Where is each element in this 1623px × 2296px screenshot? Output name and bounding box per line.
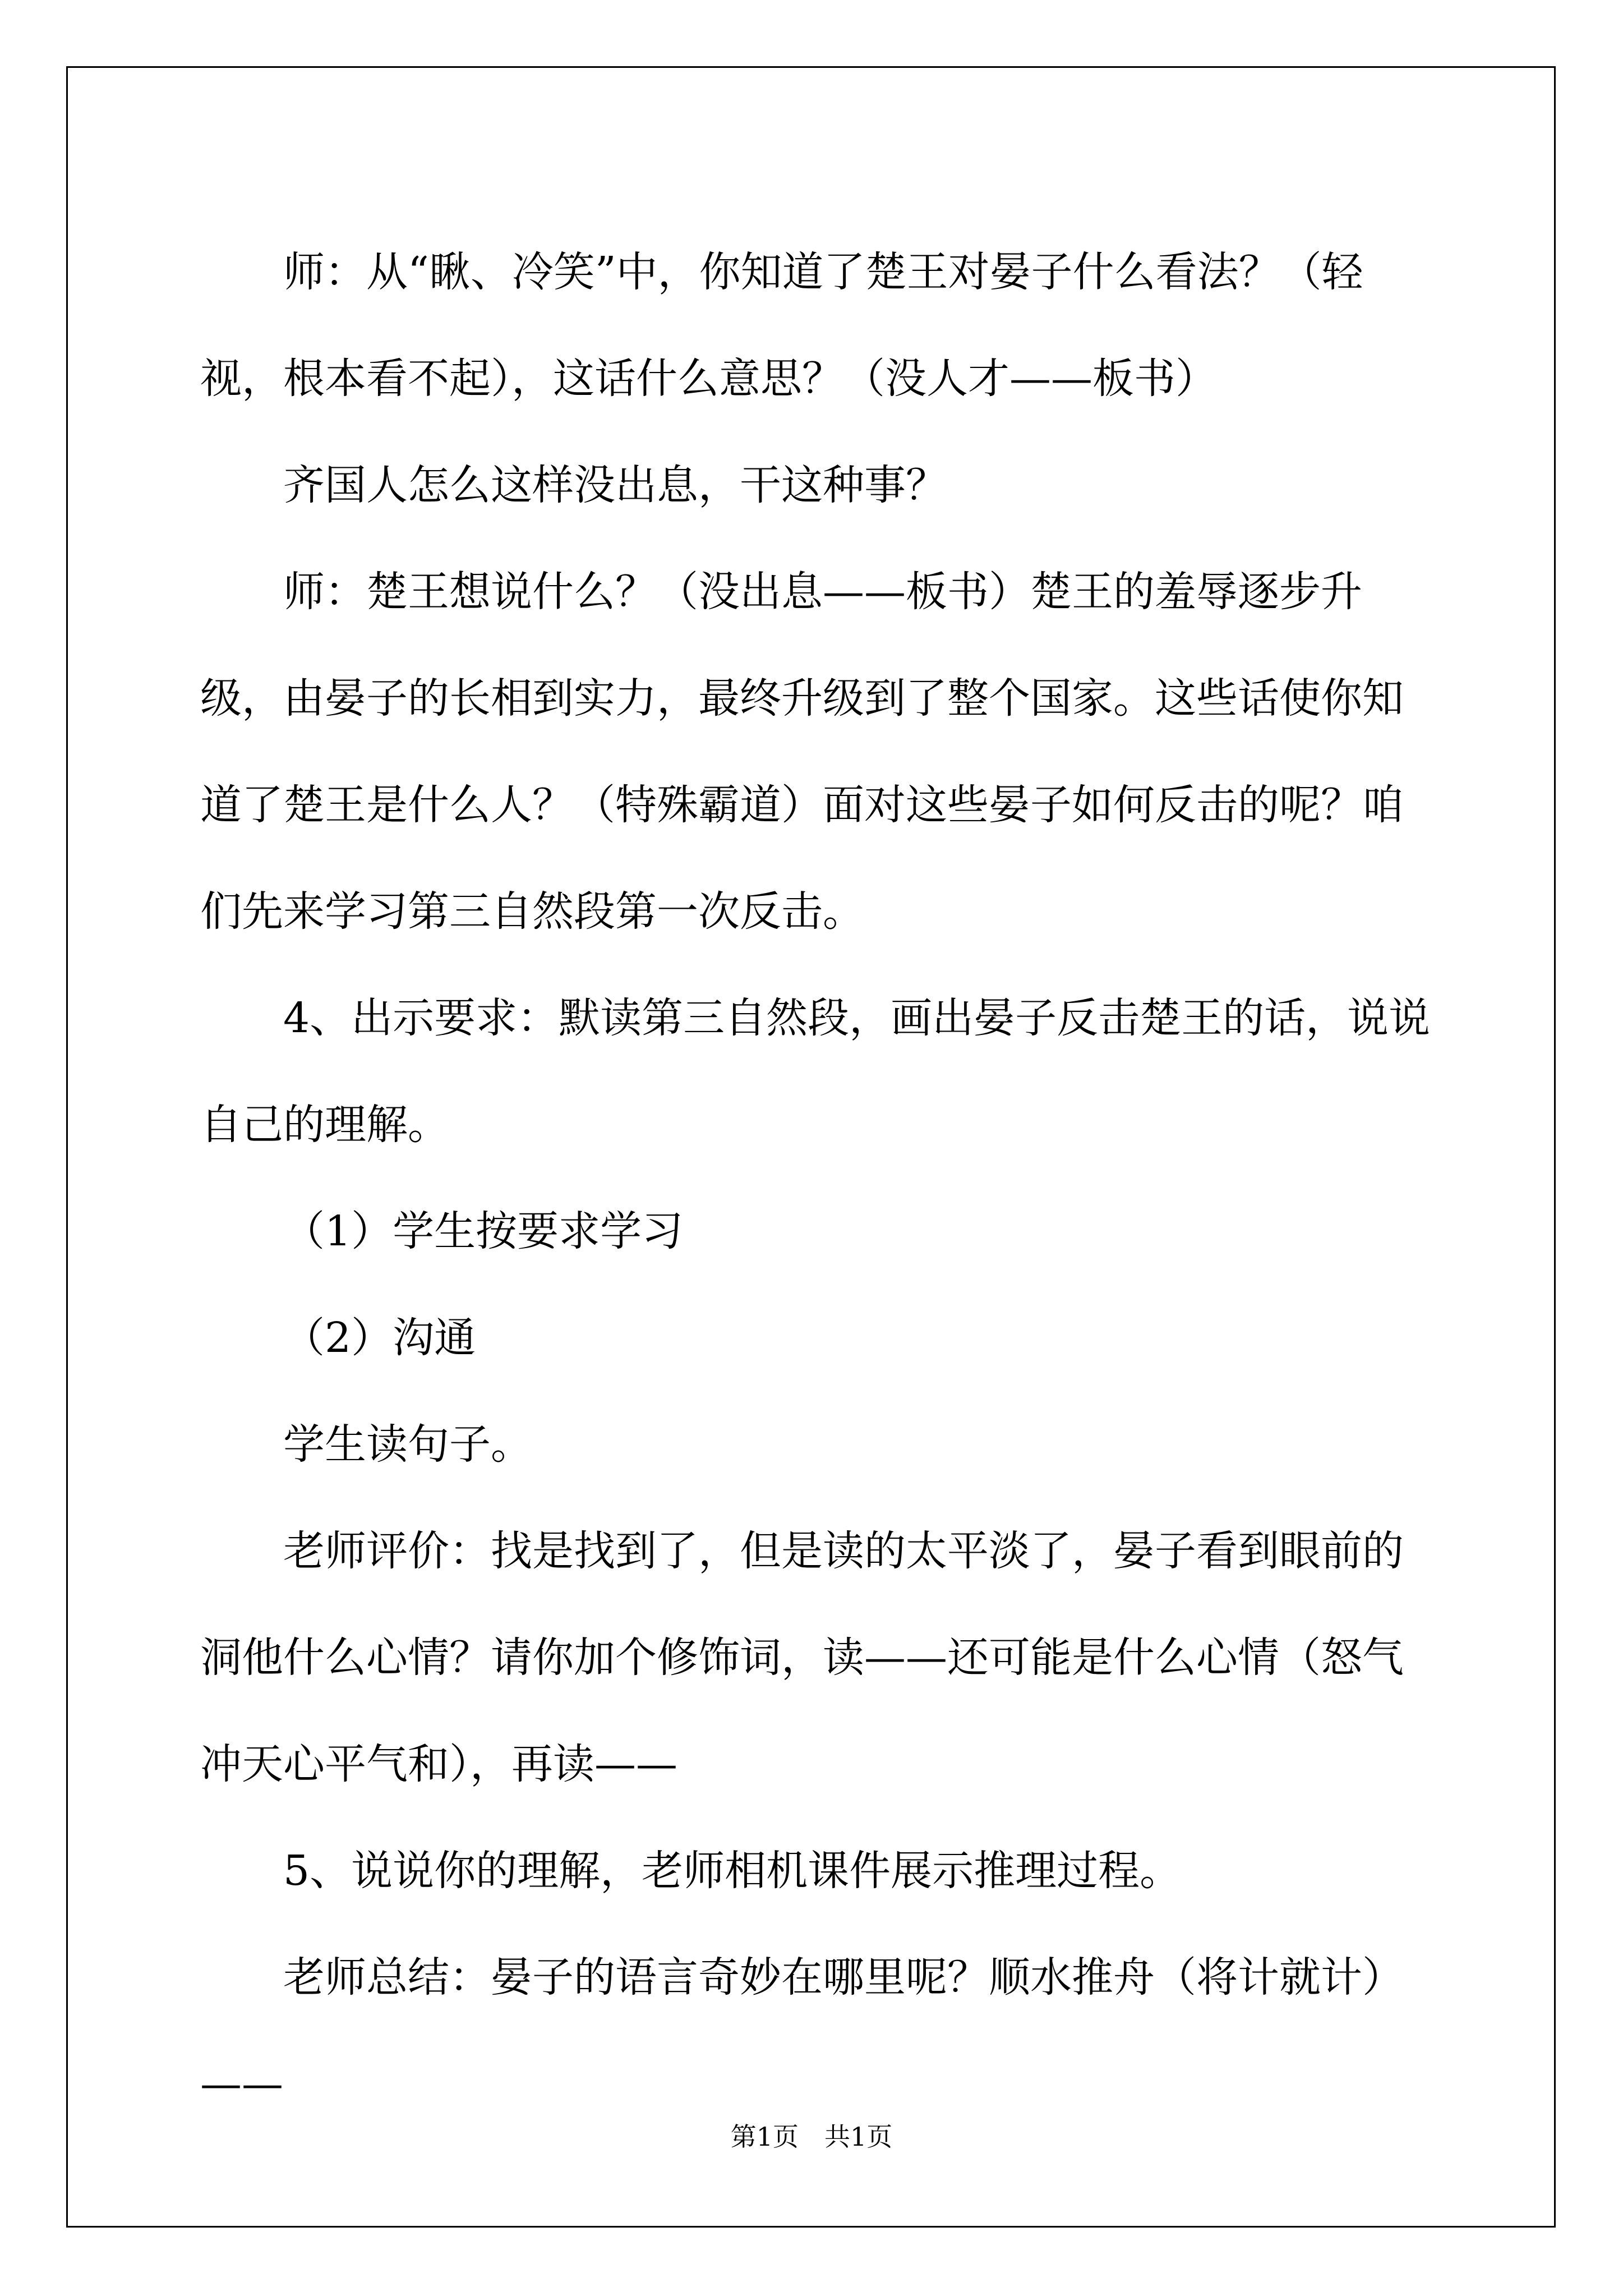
page-number-label: 第1页 共1页 (730, 2122, 893, 2152)
paragraph: （1）学生按要求学习 (283, 1207, 684, 1255)
paragraph: 齐国人怎么这样没出息，干这种事？ (283, 461, 947, 509)
paragraph: 老师总结：晏子的语言奇妙在哪里呢？顺水推舟（将计就计）—— (200, 1953, 1404, 2108)
paragraph: 4、出示要求：默读第三自然段，画出晏子反击楚王的话，说说自己的理解。 (200, 994, 1431, 1149)
paragraph: 老师评价：找是找到了，但是读的太平淡了，晏子看到眼前的洞他什么心情？请你加个修饰词，读——还可能是什么心情（怒气冲天心平气和），再读—— (200, 1527, 1404, 1788)
page-footer (0, 2116, 1623, 2154)
paragraph: 师：楚王想说什么？（没出息——板书）楚王的羞辱逐步升级，由晏子的长相到实力，最终升级到了整个国家。这些话使你知道了楚王是什么人？（特殊霸道）面对这些晏子如何反击的呢？咱们先来学习第三自然段第一次反击。 (200, 568, 1404, 936)
paragraph: 学生读句子。 (283, 1420, 532, 1469)
document-body (200, 219, 1434, 2137)
paragraph: 5、说说你的理解，老师相机课件展示推理过程。 (283, 1847, 1182, 1895)
paragraph: 师：从“瞅、冷笑”中，你知道了楚王对晏子什么看法？（轻视，根本看不起），这话什么意思？（没人才——板书） (200, 248, 1363, 403)
paragraph: （2）沟通 (283, 1314, 476, 1362)
